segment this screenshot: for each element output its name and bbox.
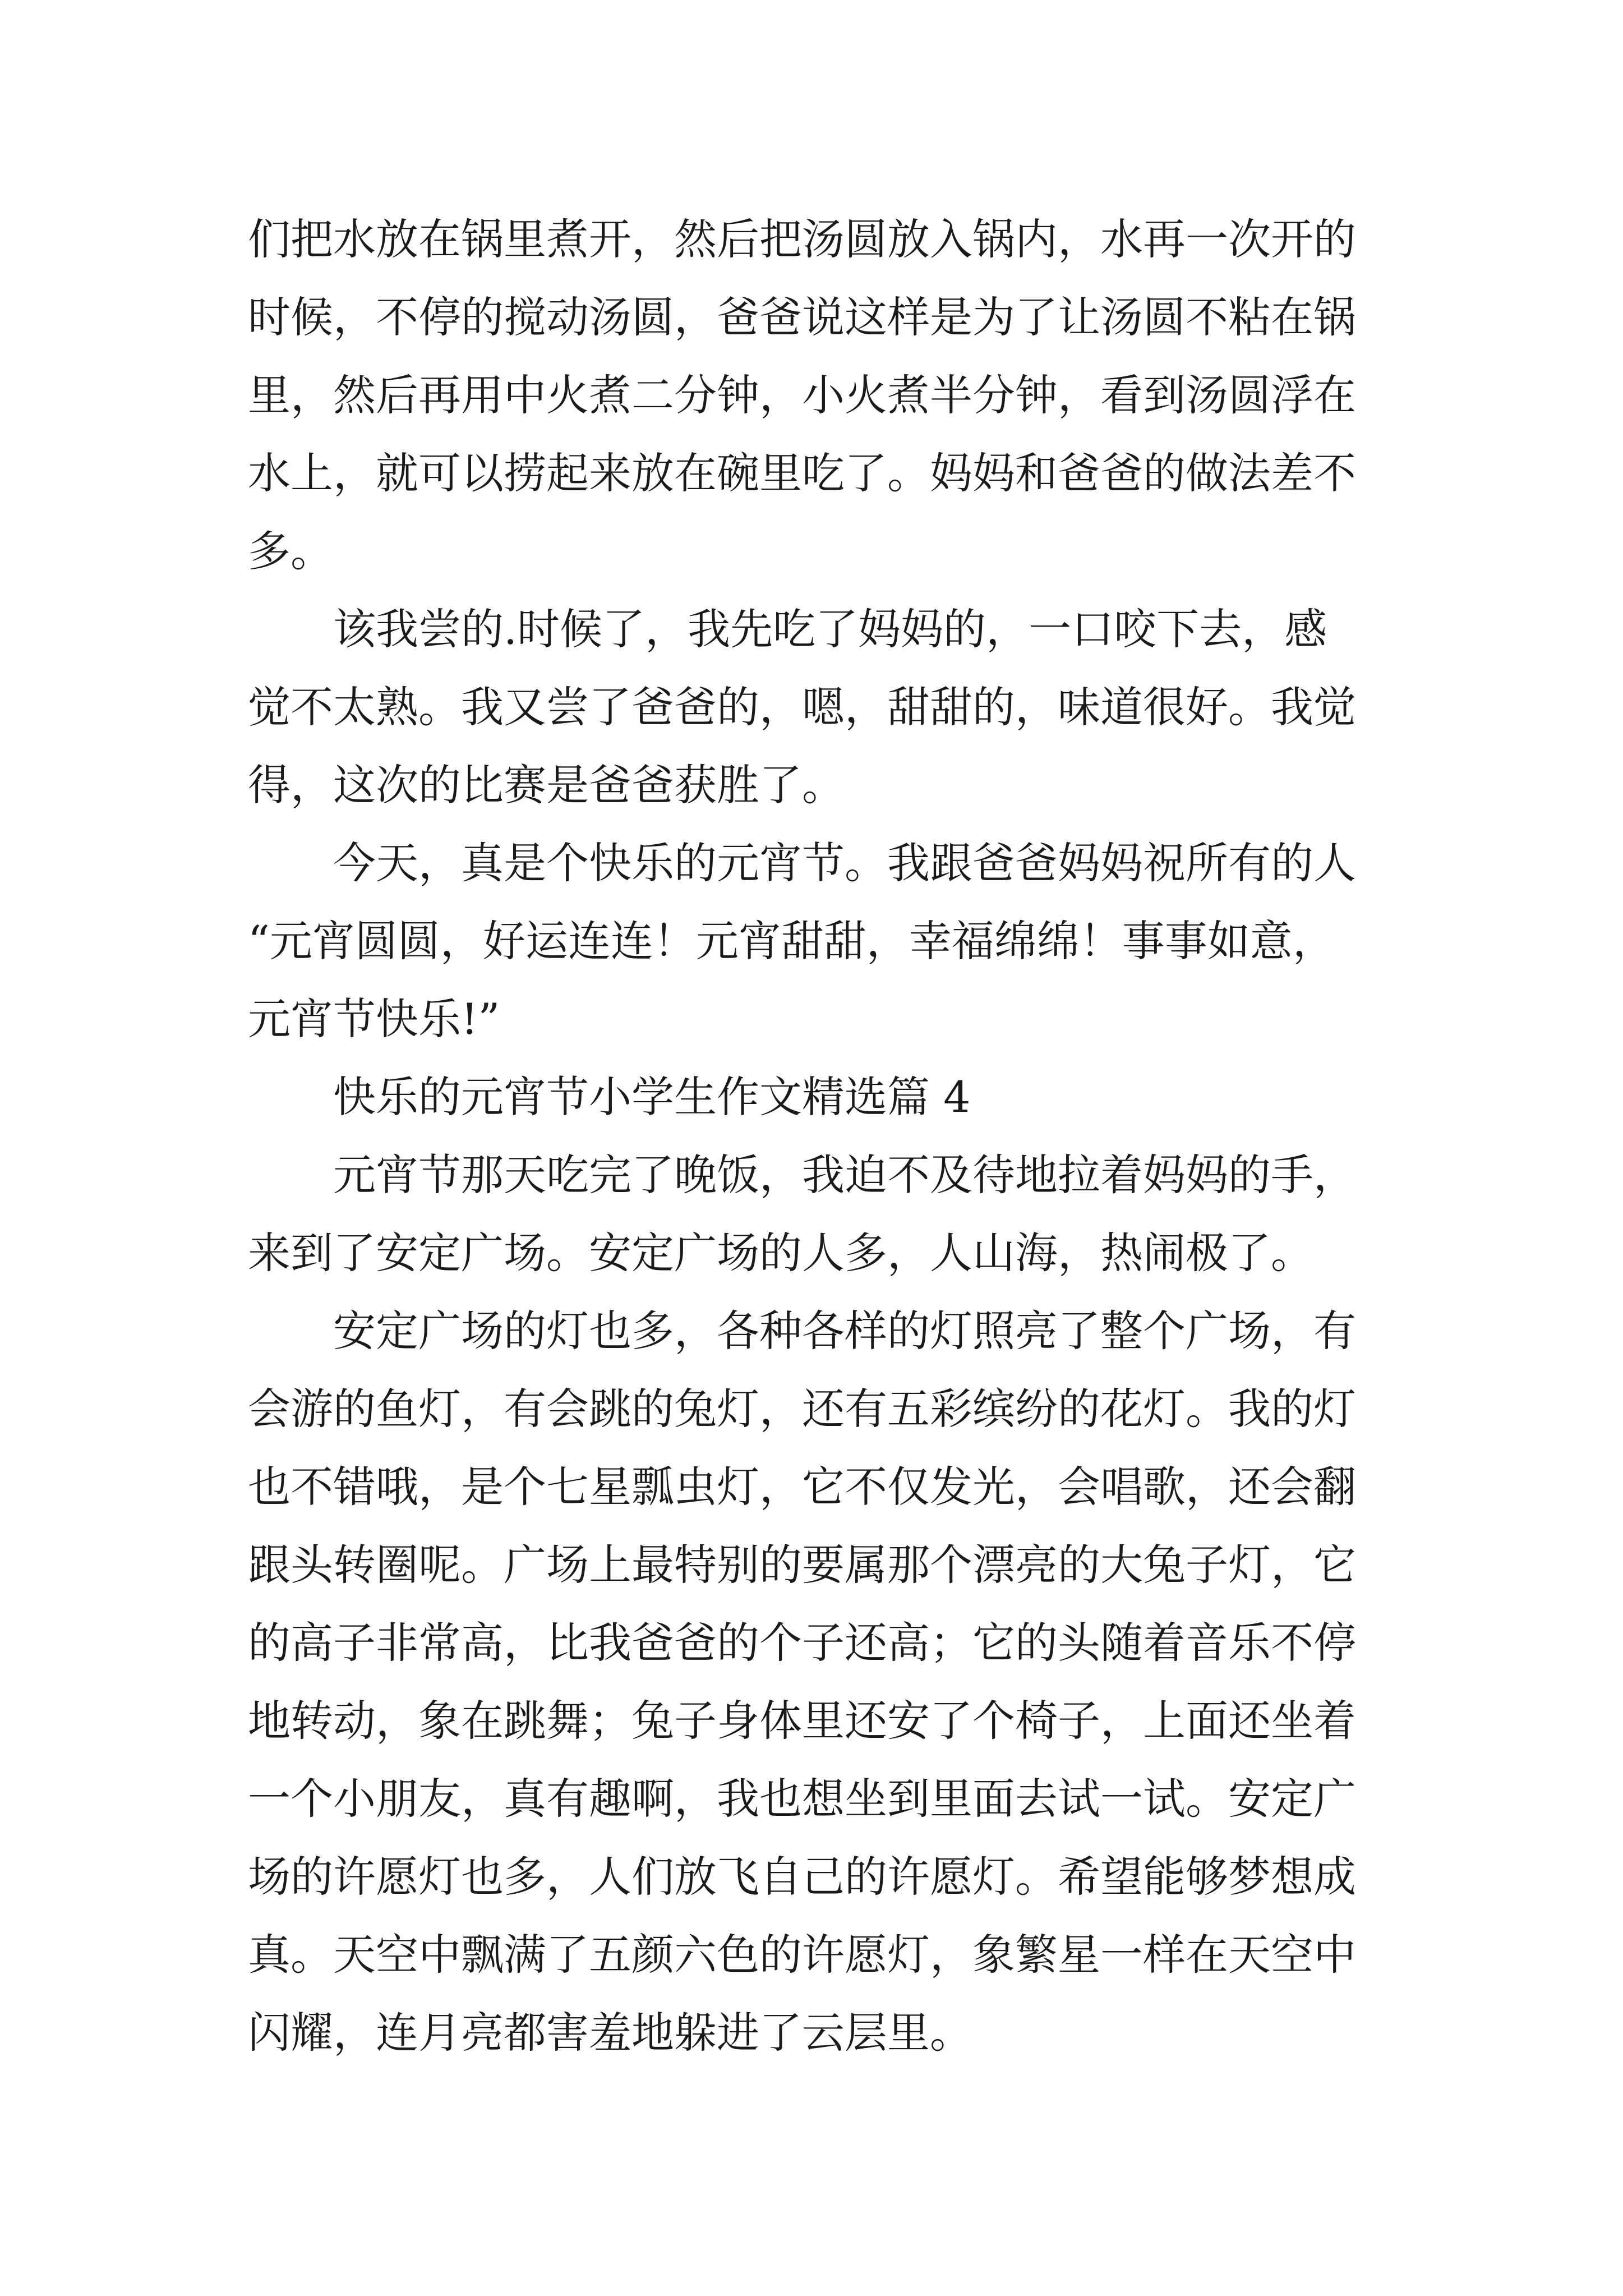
- text-line: 觉不太熟。我又尝了爸爸的，嗯，甜甜的，味道很好。我觉: [248, 682, 1356, 732]
- text-line: 安定广场的灯也多，各种各样的灯照亮了整个广场，有: [333, 1306, 1356, 1356]
- text-line: 们把水放在锅里煮开，然后把汤圆放入锅内，水再一次开的: [248, 214, 1356, 264]
- text-line: 也不错哦，是个七星瓢虫灯，它不仅发光，会唱歌，还会翻: [248, 1462, 1356, 1512]
- text-line: 元宵节快乐!”: [248, 994, 500, 1044]
- text-line: 多。: [248, 526, 333, 576]
- text-line: 真。天空中飘满了五颜六色的许愿灯，象繁星一样在天空中: [248, 1930, 1356, 1980]
- body-text: [248, 200, 1375, 2072]
- text-line: 一个小朋友，真有趣啊，我也想坐到里面去试一试。安定广: [248, 1774, 1356, 1824]
- text-line: 的高子非常高，比我爸爸的个子还高；它的头随着音乐不停: [248, 1618, 1356, 1668]
- text-line: 元宵节那天吃完了晚饭，我迫不及待地拉着妈妈的手，: [333, 1150, 1356, 1200]
- text-line: 时候，不停的搅动汤圆，爸爸说这样是为了让汤圆不粘在锅: [248, 292, 1356, 342]
- text-line: 水上，就可以捞起来放在碗里吃了。妈妈和爸爸的做法差不: [248, 448, 1356, 498]
- text-line: 来到了安定广场。安定广场的人多，人山海，热闹极了。: [248, 1228, 1313, 1278]
- text-line: “元宵圆圆，好运连连！元宵甜甜，幸福绵绵！事事如意，: [248, 916, 1335, 966]
- text-line: 跟头转圈呢。广场上最特别的要属那个漂亮的大兔子灯，它: [248, 1540, 1356, 1590]
- text-line: 得，这次的比赛是爸爸获胜了。: [248, 760, 845, 810]
- text-line: 会游的鱼灯，有会跳的兔灯，还有五彩缤纷的花灯。我的灯: [248, 1384, 1356, 1434]
- text-line: 场的许愿灯也多，人们放飞自己的许愿灯。希望能够梦想成: [248, 1852, 1356, 1902]
- section-heading: 快乐的元宵节小学生作文精选篇 4: [333, 1072, 971, 1122]
- text-line: 闪耀，连月亮都害羞地躲进了云层里。: [248, 2008, 972, 2058]
- text-line: 今天，真是个快乐的元宵节。我跟爸爸妈妈祝所有的人: [333, 838, 1356, 888]
- text-line: 该我尝的.时候了，我先吃了妈妈的，一口咬下去，感: [333, 604, 1327, 654]
- text-line: 地转动，象在跳舞；兔子身体里还安了个椅子，上面还坐着: [248, 1696, 1356, 1746]
- text-line: 里，然后再用中火煮二分钟，小火煮半分钟，看到汤圆浮在: [248, 370, 1356, 420]
